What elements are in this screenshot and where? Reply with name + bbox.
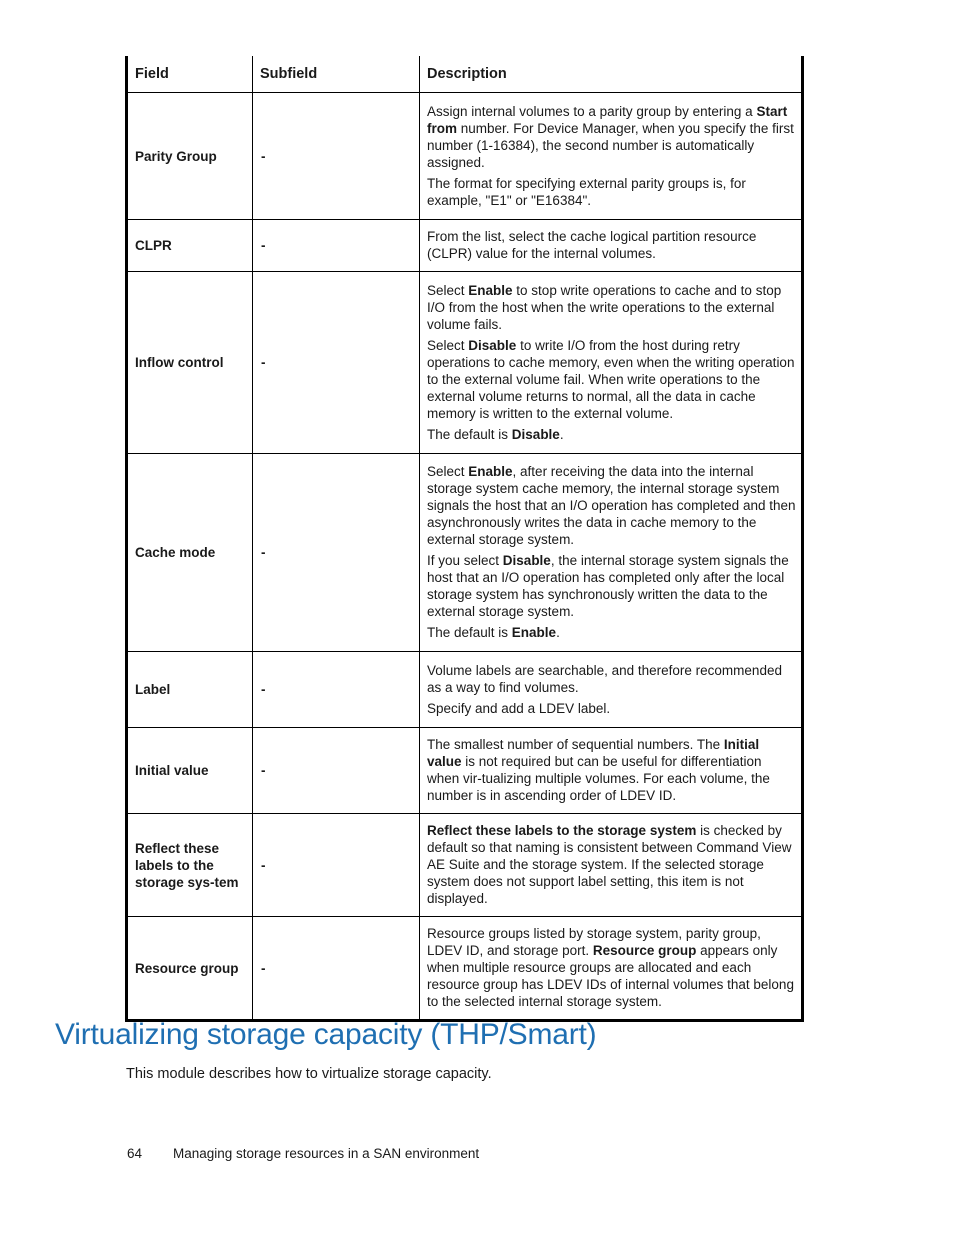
description-text: Resource groups listed by storage system, parity group, LDEV ID, and storage port.: [427, 926, 761, 958]
subfield-value: -: [253, 728, 420, 814]
table-row: [127, 917, 803, 1021]
description-text: , the internal storage system signals the host that an I/O operation has completed only after the local storage system has synchronously written the data to the external storage system.: [427, 553, 789, 619]
description-text: The smallest number of sequential numbers. The: [427, 737, 724, 752]
description-text: Select: [427, 337, 469, 353]
emphasized-term: Enable: [511, 625, 557, 640]
subfield-value: -: [253, 93, 420, 220]
description-paragraph: [427, 736, 796, 804]
description-cell: [420, 652, 803, 728]
description-cell: [420, 728, 803, 814]
description-paragraph: [427, 700, 796, 717]
description-text: .: [559, 426, 564, 442]
emphasized-term: Resource group: [592, 943, 697, 958]
description-text: .: [556, 625, 560, 640]
emphasized-term: Start from: [427, 103, 788, 136]
description-paragraph: [427, 624, 796, 641]
description-cell: [420, 814, 803, 917]
description-paragraph: [427, 228, 796, 262]
table-header-row: [127, 56, 803, 93]
field-name: CLPR: [127, 220, 253, 272]
description-text: The default is: [427, 426, 512, 442]
field-name: Label: [127, 652, 253, 728]
table-row: [127, 814, 803, 917]
page-footer: [127, 1146, 479, 1161]
description-text: The format for specifying external parity groups is, for example, "E1" or "E16384".: [427, 175, 746, 208]
chapter-title: Managing storage resources in a SAN environment: [173, 1146, 480, 1161]
description-text: If you select: [427, 553, 503, 568]
header-subfield: Subfield: [253, 56, 420, 93]
subfield-value: -: [253, 272, 420, 454]
field-name: Reflect these labels to the storage sys-tem: [127, 814, 253, 917]
description-text: , after receiving the data into the internal storage system cache memory, the internal storage system signals the host that an I/O operation has completed and then asynchronously writes the data in cache memory to the external storage system.: [427, 464, 796, 547]
table-row: [127, 454, 803, 652]
table-row: [127, 728, 803, 814]
page-number: 64: [127, 1146, 143, 1161]
description-text: Specify and add a LDEV label.: [427, 700, 611, 716]
emphasized-term: Disable: [502, 553, 551, 568]
description-text: Select: [427, 464, 469, 479]
emphasized-term: Disable: [468, 337, 517, 353]
field-name: Parity Group: [127, 93, 253, 220]
description-text: is not required but can be useful for differentiation when vir-tualizing multiple volumes. For each volume, the number is in ascending order of LDEV ID.: [427, 754, 770, 803]
table-row: [127, 652, 803, 728]
table-row: [127, 272, 803, 454]
section-intro: This module describes how to virtualize storage capacity.: [126, 1066, 492, 1082]
field-name: Resource group: [127, 917, 253, 1021]
description-text: to write I/O from the host during retry operations to cache memory, even when the writing operation to the external volume fail. When write operations to the external volume returns to normal, all the data in cache memory is written to the external volume.: [427, 337, 795, 421]
subfield-value: -: [253, 917, 420, 1021]
table-row: [127, 93, 803, 220]
section-heading: Virtualizing storage capacity (THP/Smart): [55, 1018, 597, 1051]
description-paragraph: [427, 282, 796, 333]
description-text: to stop write operations to cache and to stop I/O from the host when the write operations to the external volume fails.: [427, 282, 782, 332]
table-row: [127, 220, 803, 272]
description-paragraph: [427, 426, 796, 443]
description-cell: [420, 917, 803, 1021]
emphasized-term: Reflect these labels to the storage system: [427, 823, 697, 838]
emphasized-term: Disable: [511, 426, 560, 442]
description-paragraph: [427, 103, 796, 171]
description-text: Assign internal volumes to a parity group by entering a: [427, 103, 757, 119]
description-paragraph: [427, 662, 796, 696]
description-paragraph: [427, 552, 796, 620]
field-table: [125, 56, 804, 1022]
header-field: Field: [127, 56, 253, 93]
description-text: number. For Device Manager, when you specify the first number (1-16384), the second number is automatically assigned.: [427, 120, 794, 170]
description-text: is checked by default so that naming is consistent between Command View AE Suite and the storage system. If the selected storage system does not support label setting, this item is not displayed.: [427, 823, 792, 906]
description-paragraph: [427, 337, 796, 422]
subfield-value: -: [253, 814, 420, 917]
description-cell: [420, 220, 803, 272]
emphasized-term: Enable: [468, 282, 513, 298]
subfield-value: -: [253, 652, 420, 728]
description-cell: [420, 272, 803, 454]
field-name: Initial value: [127, 728, 253, 814]
description-text: appears only when multiple resource groups are allocated and each resource group has LDEV IDs of internal volumes that belong to the selected internal storage system.: [427, 943, 794, 1009]
description-text: The default is: [427, 625, 512, 640]
field-name: Cache mode: [127, 454, 253, 652]
description-text: Select: [427, 282, 469, 298]
description-paragraph: [427, 463, 796, 548]
description-paragraph: [427, 175, 796, 209]
description-paragraph: [427, 822, 796, 907]
field-name: Inflow control: [127, 272, 253, 454]
header-description: Description: [420, 56, 803, 93]
description-cell: [420, 93, 803, 220]
emphasized-term: Enable: [468, 464, 513, 479]
subfield-value: -: [253, 220, 420, 272]
description-text: From the list, select the cache logical partition resource (CLPR) value for the internal volumes.: [427, 229, 757, 261]
description-cell: [420, 454, 803, 652]
subfield-value: -: [253, 454, 420, 652]
emphasized-term: Initial value: [427, 737, 760, 769]
description-text: Volume labels are searchable, and therefore recommended as a way to find volumes.: [427, 662, 782, 695]
description-paragraph: [427, 925, 796, 1010]
